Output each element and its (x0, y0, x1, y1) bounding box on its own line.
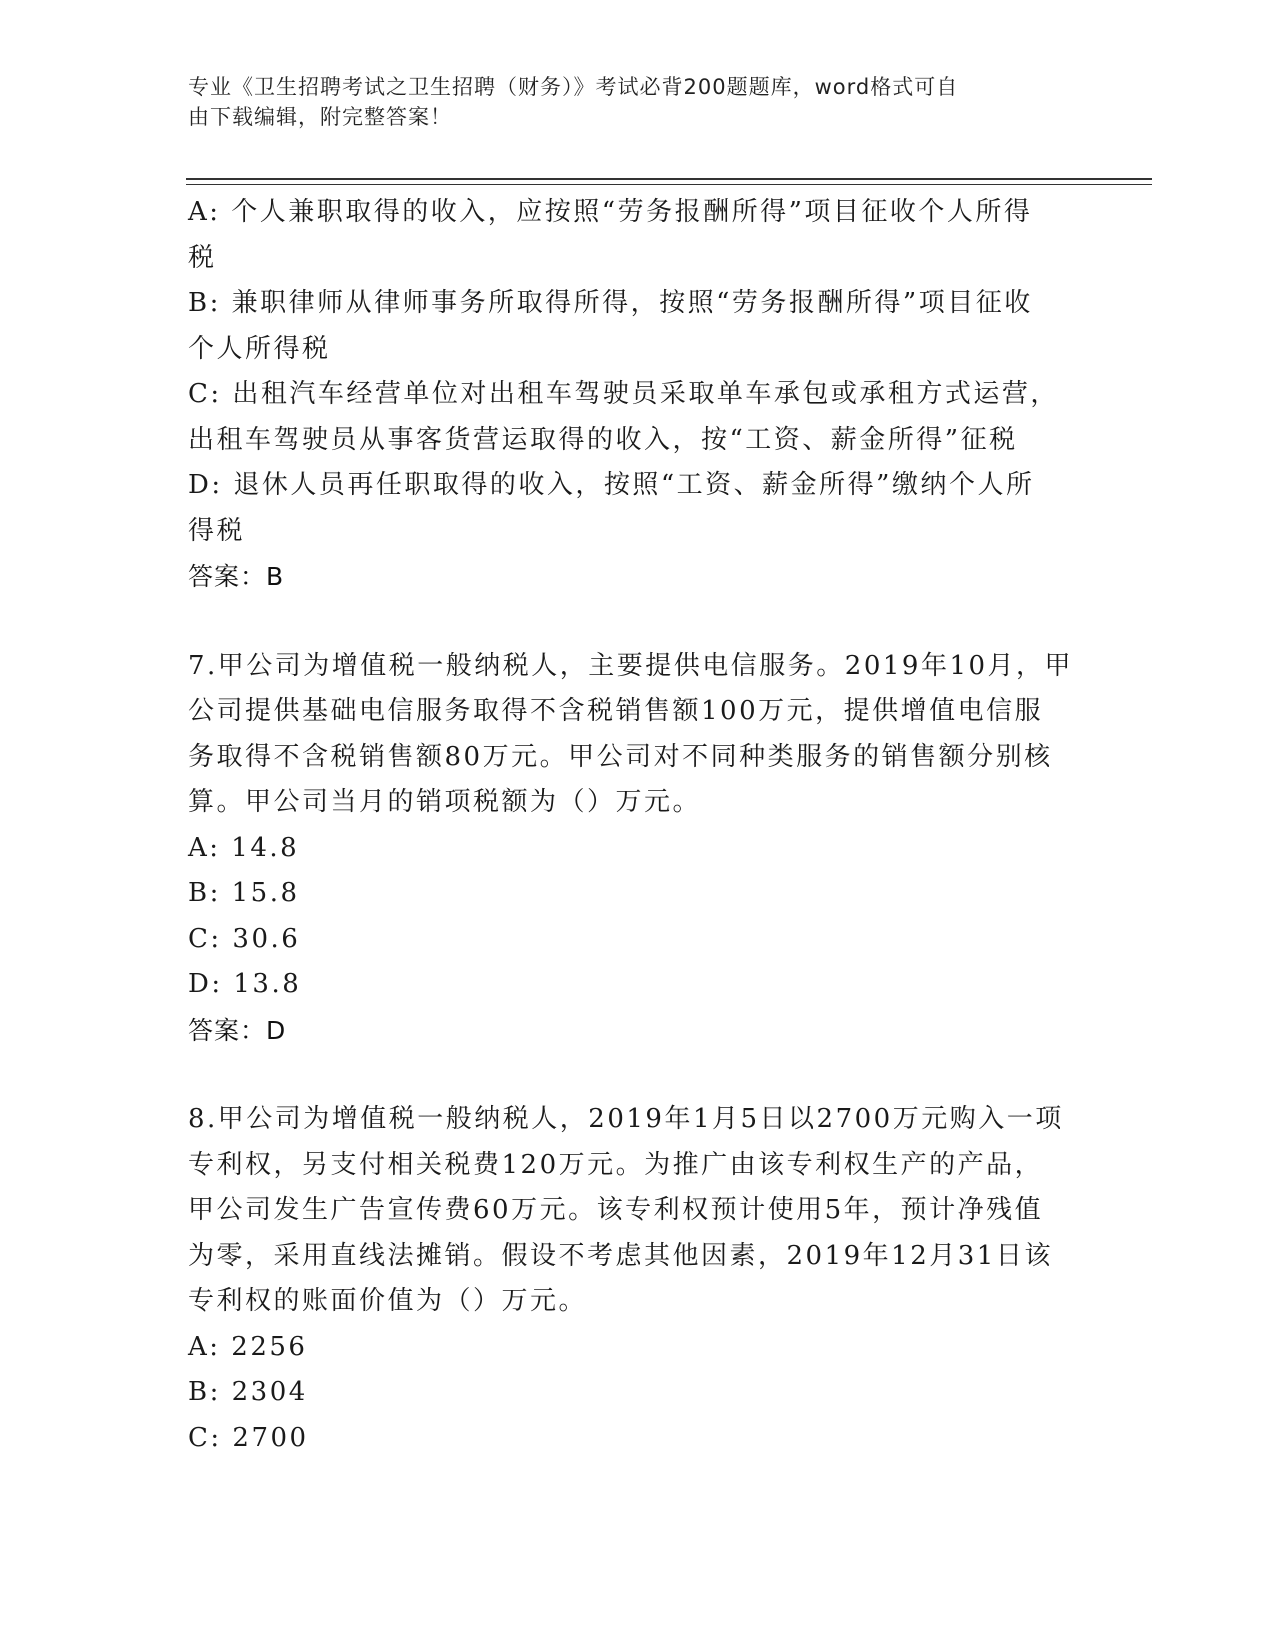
option-b: B: 2304 (188, 1377, 308, 1407)
question-stem-line-3: 务取得不含税销售额80万元。甲公司对不同种类服务的销售额分别核 (188, 741, 1053, 772)
option-a: A: 14.8 (188, 832, 300, 863)
header-line-1: 专业《卫生招聘考试之卫生招聘（财务）》考试必背200题题库，word格式可自 (188, 75, 959, 99)
option-b-line-1: B: 兼职律师从律师事务所取得所得，按照“劳务报酬所得”项目征收 (188, 288, 1033, 318)
option-d: D: 13.8 (188, 969, 302, 999)
header-divider-thin (186, 184, 1152, 185)
option-a-line-1: A: 个人兼职取得的收入，应按照“劳务报酬所得”项目征收个人所得 (188, 197, 1033, 227)
option-b: B: 15.8 (188, 878, 300, 908)
question-stem-line-2: 专利权，另支付相关税费120万元。为推广由该专利权生产的产品， (188, 1149, 1044, 1180)
answer-label: 答案：D (188, 1015, 287, 1045)
spacer (188, 1053, 1088, 1097)
question-stem-line-4: 算。甲公司当月的销项税额为（）万元。 (188, 787, 702, 817)
option-c: C: 2700 (188, 1422, 309, 1453)
question-stem-line-2: 公司提供基础电信服务取得不含税销售额100万元，提供增值电信服 (188, 696, 1044, 726)
option-d-line-1: D: 退休人员再任职取得的收入，按照“工资、薪金所得”缴纳个人所 (188, 470, 1035, 500)
question-stem-line-1: 7.甲公司为增值税一般纳税人，主要提供电信服务。2019年10月，甲 (188, 650, 1074, 681)
option-c-line-1: C: 出租汽车经营单位对出租车驾驶员采取单车承包或承租方式运营， (188, 379, 1059, 409)
answer-label: 答案：B (188, 562, 285, 591)
question-7 (188, 644, 1088, 1054)
spacer (188, 600, 1088, 644)
question-6-options (188, 190, 1088, 600)
question-stem-line-5: 专利权的账面价值为（）万元。 (188, 1286, 588, 1316)
option-a-line-2: 税 (188, 242, 217, 273)
document-header (188, 72, 1088, 132)
option-a: A: 2256 (188, 1331, 308, 1362)
option-c-line-2: 出租车驾驶员从事客货营运取得的收入，按“工资、薪金所得”征税 (188, 424, 1018, 455)
header-divider-thick (186, 178, 1152, 180)
document-body (188, 190, 1088, 1461)
question-stem-line-1: 8.甲公司为增值税一般纳税人，2019年1月5日以2700万元购入一项 (188, 1104, 1064, 1134)
question-stem-line-3: 甲公司发生广告宣传费60万元。该专利权预计使用5年，预计净残值 (188, 1195, 1044, 1225)
header-line-2: 由下载编辑，附完整答案！ (188, 105, 452, 129)
question-stem-line-4: 为零，采用直线法摊销。假设不考虑其他因素，2019年12月31日该 (188, 1240, 1053, 1271)
question-8 (188, 1097, 1088, 1461)
option-c: C: 30.6 (188, 923, 301, 954)
option-d-line-2: 得税 (188, 515, 246, 546)
option-b-line-2: 个人所得税 (188, 333, 331, 364)
